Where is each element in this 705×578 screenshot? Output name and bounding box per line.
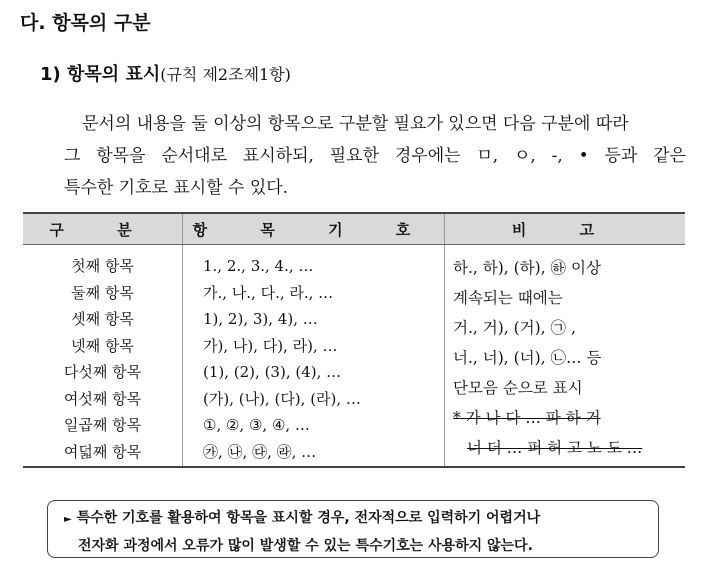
remark-line-struck: 너 더 … 퍼 허 고 노 도 …: [467, 439, 643, 457]
paragraph-line: 문서의 내용을 둘 이상의 항목으로 구분할 필요가 있으면 다음 구분에 따라: [82, 114, 629, 134]
table-header-row: [23, 213, 685, 245]
subsection-heading: [40, 60, 291, 86]
notice-text-2: 전자화 과정에서 오류가 많이 발생할 수 있는 특수기호는 사용하지 않는다.: [78, 538, 533, 554]
remark-line: 단모음 순으로 표시: [453, 379, 583, 397]
symbol-sequence: 1., 2., 3., 4., …: [203, 257, 314, 275]
symbol-sequence: ①, ②, ③, ④, …: [203, 416, 310, 434]
section-title: 다. 항목의 구분: [20, 12, 151, 34]
remark-line-struck: * 가 나 다 … 파 하 거: [453, 409, 601, 427]
rule-reference: (규칙 제2조제1항): [160, 65, 291, 84]
triangle-marker-icon: ►: [64, 514, 72, 525]
remark-line: 계속되는 때에는: [453, 289, 563, 307]
body-paragraph: [64, 108, 686, 204]
symbol-sequence: 1), 2), 3), 4), …: [203, 310, 318, 328]
paragraph-line: 특수한 기호로 표시할 수 있다.: [64, 178, 289, 198]
level-label: 일곱째 항목: [63, 416, 142, 434]
symbol-sequence: 가., 나., 다., 라., …: [203, 283, 334, 302]
symbol-sequence: ㉮, ㉯, ㉰, ㉱, …: [203, 442, 317, 461]
item-symbol-table: [23, 212, 685, 468]
level-label: 여섯째 항목: [63, 389, 142, 408]
level-label: 다섯째 항목: [63, 363, 142, 381]
notice-text-1: 특수한 기호를 활용하여 항목을 표시할 경우, 전자적으로 입력하기 어렵거나: [76, 510, 541, 526]
levels-column: [23, 245, 183, 468]
symbol-sequence: 가), 나), 다), 라), …: [203, 336, 338, 355]
level-label: 넷째 항목: [71, 336, 134, 355]
subsection-title: 1) 항목의 표시: [40, 64, 161, 85]
symbol-sequence: (가), (나), (다), (라), …: [203, 389, 361, 408]
remarks-column: [445, 245, 686, 468]
table-body-row: [23, 245, 685, 468]
header-symbols: 항 목 기 호: [183, 213, 445, 245]
notice-box: [47, 500, 659, 558]
level-label: 셋째 항목: [71, 310, 134, 328]
level-label: 둘째 항목: [71, 283, 134, 302]
header-remarks: 비 고: [445, 213, 686, 245]
paragraph-line: 그 항목을 순서대로 표시하되, 필요한 경우에는 ㅁ, ㅇ, -, • 등과 같은: [64, 146, 686, 166]
level-label: 첫째 항목: [71, 257, 134, 275]
remark-line: 하., 하), (하), ㉻ 이상: [453, 259, 601, 277]
notice-line-1: [64, 505, 658, 533]
header-category: 구 분: [23, 213, 183, 245]
remark-line: 너., 너), (너), ㉡… 등: [453, 349, 602, 367]
level-label: 여덟째 항목: [63, 442, 142, 461]
symbol-sequence: (1), (2), (3), (4), …: [203, 363, 342, 381]
symbols-column: [183, 245, 445, 468]
remark-line: 거., 거), (거), ㉠ ,: [453, 319, 576, 337]
